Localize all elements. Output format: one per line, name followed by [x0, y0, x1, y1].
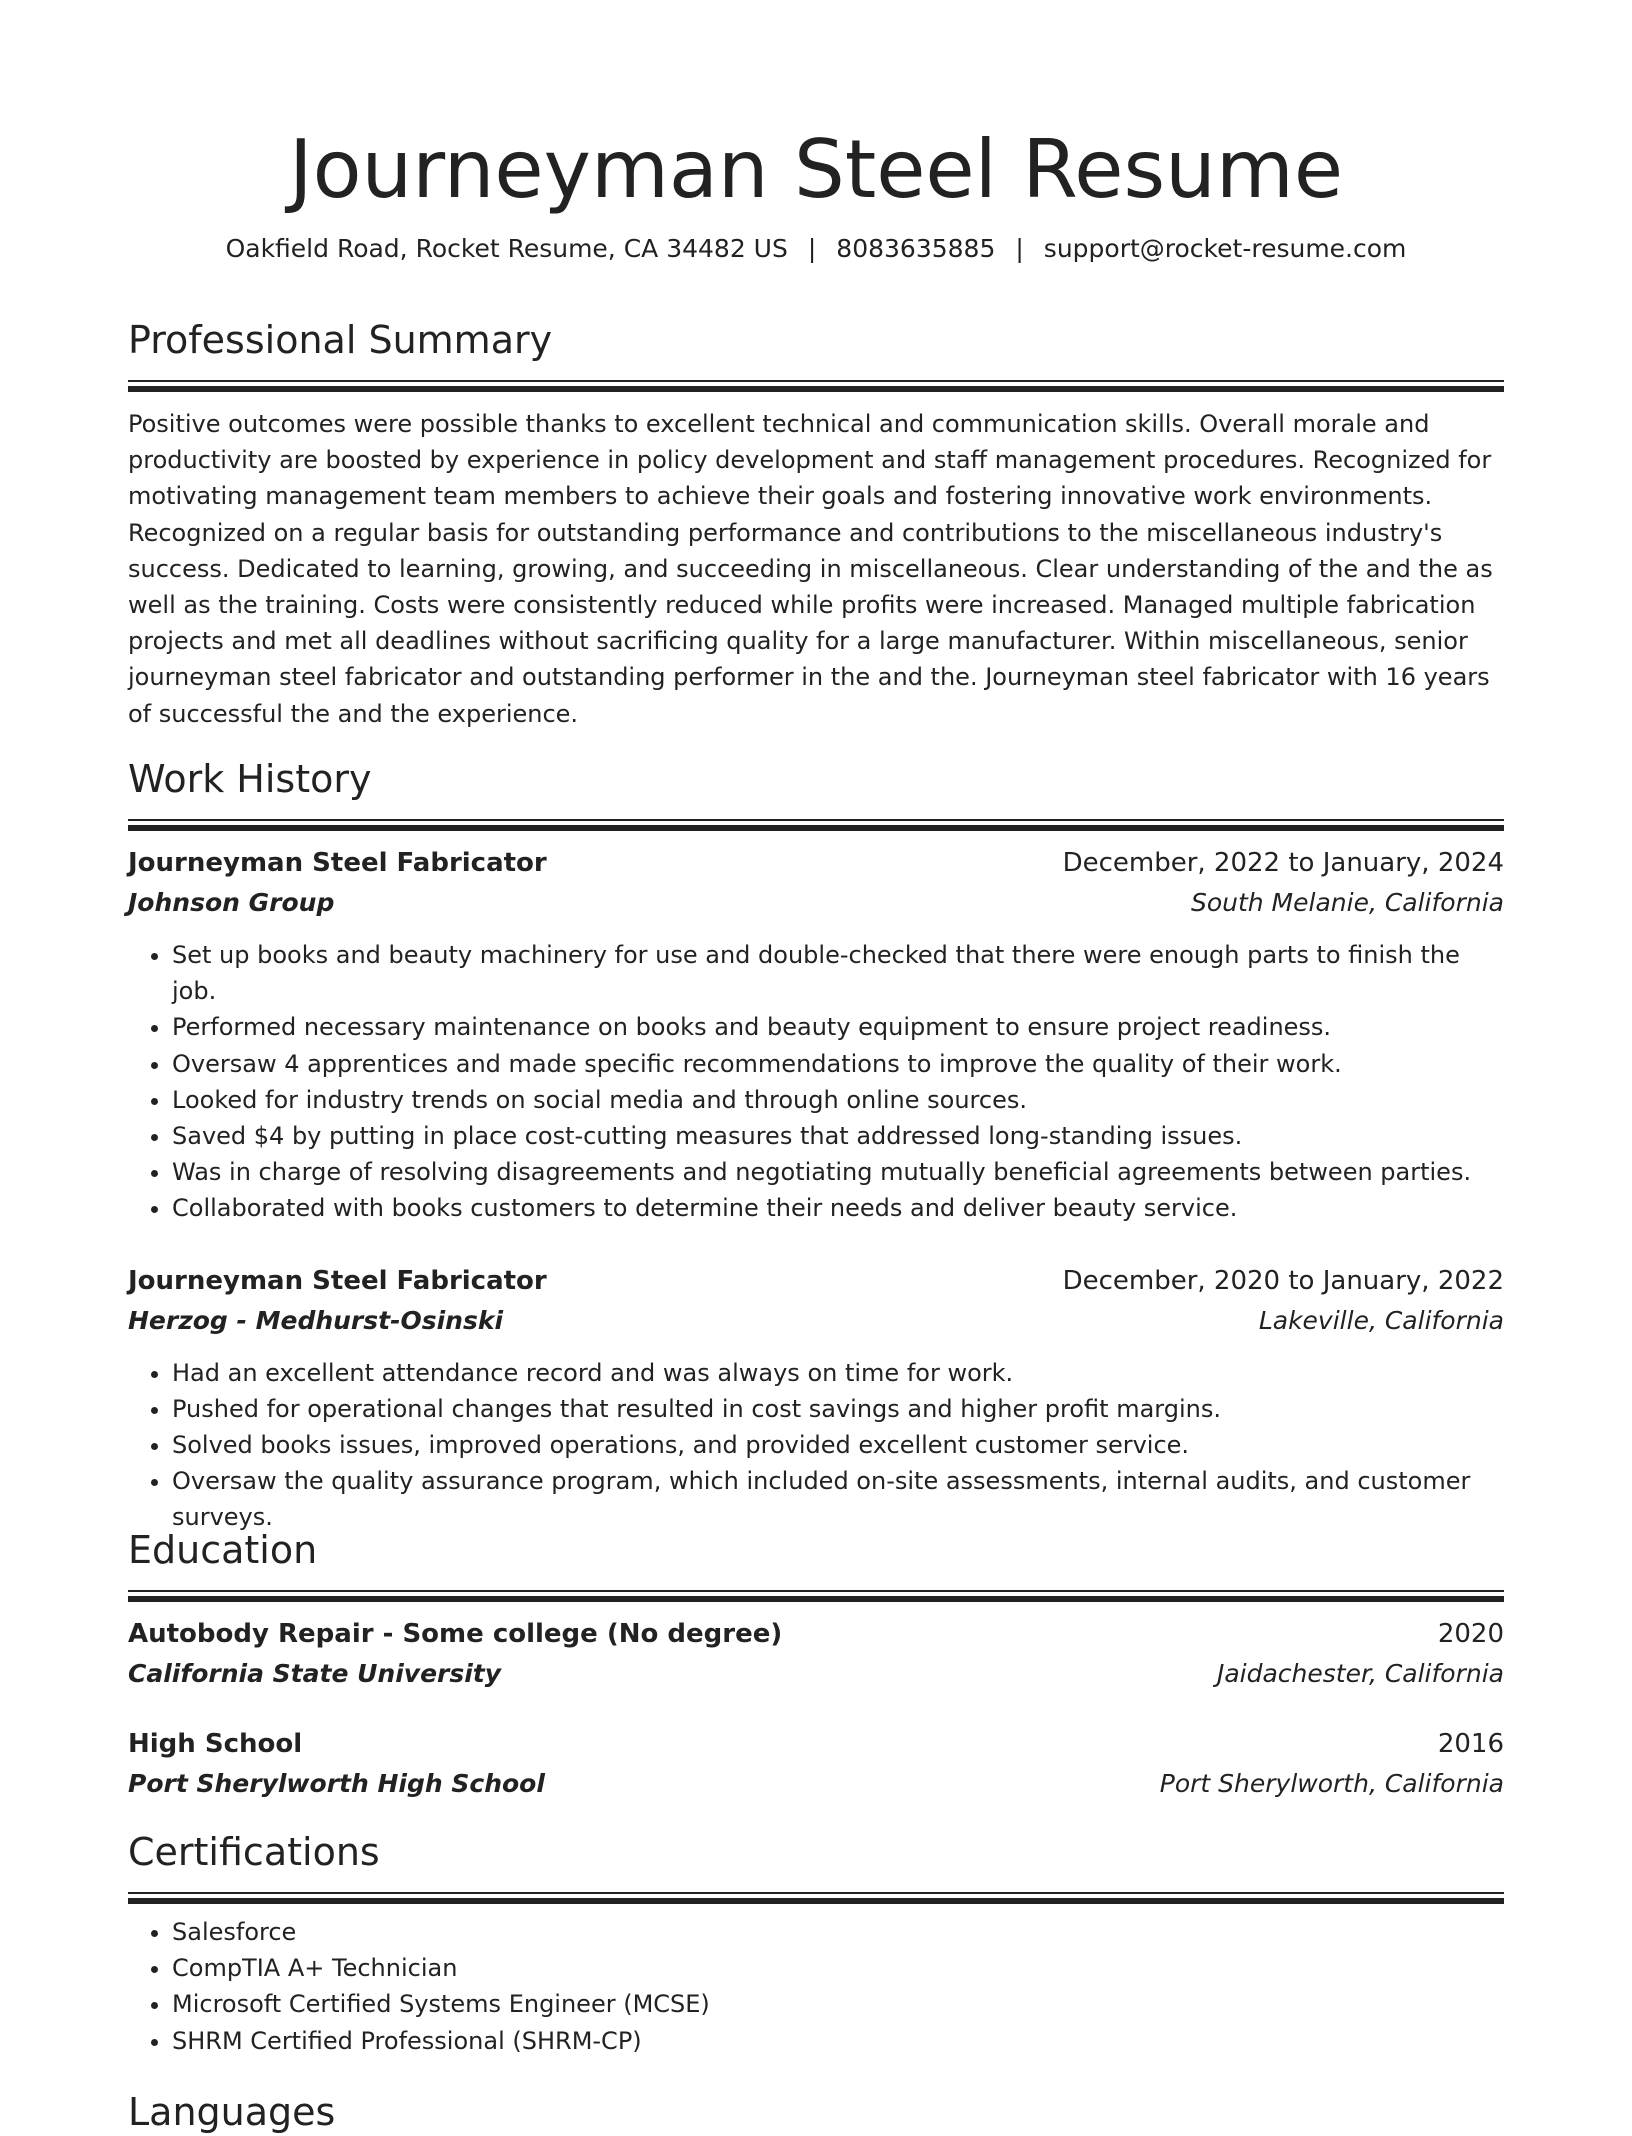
- job-bullets: [128, 1355, 1504, 1536]
- education-degree: Autobody Repair - Some college (No degree): [128, 1619, 783, 1649]
- list-item: • Pushed for operational changes that resulted in cost savings and higher profit margins.: [172, 1391, 1504, 1427]
- education-entry: [128, 1724, 1504, 1804]
- list-item: • Looked for industry trends on social media and through online sources.: [172, 1082, 1504, 1118]
- certifications-section: [128, 1828, 1504, 2059]
- job-entry: [128, 843, 1504, 1227]
- job-entry: [128, 1261, 1504, 1536]
- languages-section: [128, 2088, 1504, 2136]
- list-item: • Set up books and beauty machinery for use and double-checked that there were enough parts to finish the job.: [172, 937, 1504, 1009]
- list-item: • Oversaw 4 apprentices and made specific recommendations to improve the quality of their work.: [172, 1046, 1504, 1082]
- education-year: 2020: [1437, 1619, 1504, 1649]
- contact-line: [128, 232, 1504, 266]
- contact-phone: 8083635885: [836, 234, 996, 263]
- list-item: • Microsoft Certified Systems Engineer (MCSE): [172, 1986, 1504, 2022]
- contact-email: support@rocket-resume.com: [1043, 234, 1407, 263]
- job-title: Journeyman Steel Fabricator: [128, 848, 547, 878]
- section-divider: [128, 819, 1504, 831]
- job-bullets: [128, 937, 1504, 1227]
- summary-section: [128, 316, 1504, 732]
- education-entry: [128, 1614, 1504, 1694]
- job-company: Johnson Group: [128, 888, 335, 917]
- job-dates: December, 2022 to January, 2024: [1062, 848, 1504, 878]
- list-item: • Oversaw the quality assurance program, which included on-site assessments, internal audits, and customer surveys.: [172, 1463, 1504, 1535]
- list-item: • Performed necessary maintenance on books and beauty equipment to ensure project readiness.: [172, 1009, 1504, 1045]
- contact-separator: |: [1015, 234, 1024, 263]
- job-company: Herzog - Medhurst-Osinski: [128, 1305, 504, 1335]
- list-item: • Saved $4 by putting in place cost-cutting measures that addressed long-standing issues.: [172, 1118, 1504, 1154]
- section-heading-summary: Professional Summary: [128, 318, 553, 362]
- education-degree: High School: [128, 1729, 303, 1759]
- list-item: • Solved books issues, improved operations, and provided excellent customer service.: [172, 1427, 1504, 1463]
- list-item: • SHRM Certified Professional (SHRM-CP): [172, 2023, 1504, 2059]
- education-section: [128, 1526, 1504, 1804]
- section-divider: [128, 380, 1504, 392]
- education-year: 2016: [1437, 1729, 1504, 1759]
- list-item: • Collaborated with books customers to determine their needs and deliver beauty service.: [172, 1190, 1504, 1226]
- list-item: • Was in charge of resolving disagreements and negotiating mutually beneficial agreements between parties.: [172, 1154, 1504, 1190]
- education-school: California State University: [128, 1659, 502, 1688]
- certification-list: [128, 1914, 1504, 2059]
- section-divider: [128, 1590, 1504, 1602]
- job-location: South Melanie, California: [1190, 888, 1504, 917]
- job-location: Lakeville, California: [1258, 1305, 1504, 1335]
- education-location: Jaidachester, California: [1216, 1659, 1504, 1688]
- section-divider: [128, 1892, 1504, 1904]
- list-item: • Salesforce: [172, 1914, 1504, 1950]
- list-item: • Had an excellent attendance record and was always on time for work.: [172, 1355, 1504, 1391]
- resume-page: [128, 0, 1504, 2134]
- job-title: Journeyman Steel Fabricator: [128, 1265, 547, 1296]
- section-heading-work: Work History: [128, 757, 372, 801]
- section-heading-education: Education: [128, 1528, 318, 1572]
- list-item: • CompTIA A+ Technician: [172, 1950, 1504, 1986]
- resume-title: Journeyman Steel Resume: [288, 123, 1344, 216]
- job-dates: December, 2020 to January, 2022: [1062, 1265, 1504, 1296]
- contact-separator: |: [807, 234, 817, 263]
- work-history-section: [128, 755, 1504, 1536]
- summary-text: Positive outcomes were possible thanks to excellent technical and communication skills. Overall morale and productivity are boosted by experience in policy development and staff management procedures. Recognized for motivating management team members to achieve their goals and fostering innovative work environments. Recognized on a regular basis for outstanding performance and contributions to the miscellaneous industry's success. Dedicated to learning, growing, and succeeding in miscellaneous. Clear understanding of the and the as well as the training. Costs were consistently reduced while profits were increased. Managed multiple fabrication projects and met all deadlines without sacrificing quality for a large manufacturer. Within miscellaneous, senior journeyman steel fabricator and outstanding performer in the and the. Journeyman steel fabricator with 16 years of successful the and the experience.: [128, 410, 1493, 728]
- section-heading-certifications: Certifications: [128, 1830, 380, 1874]
- education-location: Port Sherylworth, California: [1159, 1769, 1504, 1798]
- education-school: Port Sherylworth High School: [128, 1769, 545, 1798]
- contact-address: Oakfield Road, Rocket Resume, CA 34482 US: [225, 234, 788, 263]
- section-heading-languages: Languages: [128, 2090, 336, 2134]
